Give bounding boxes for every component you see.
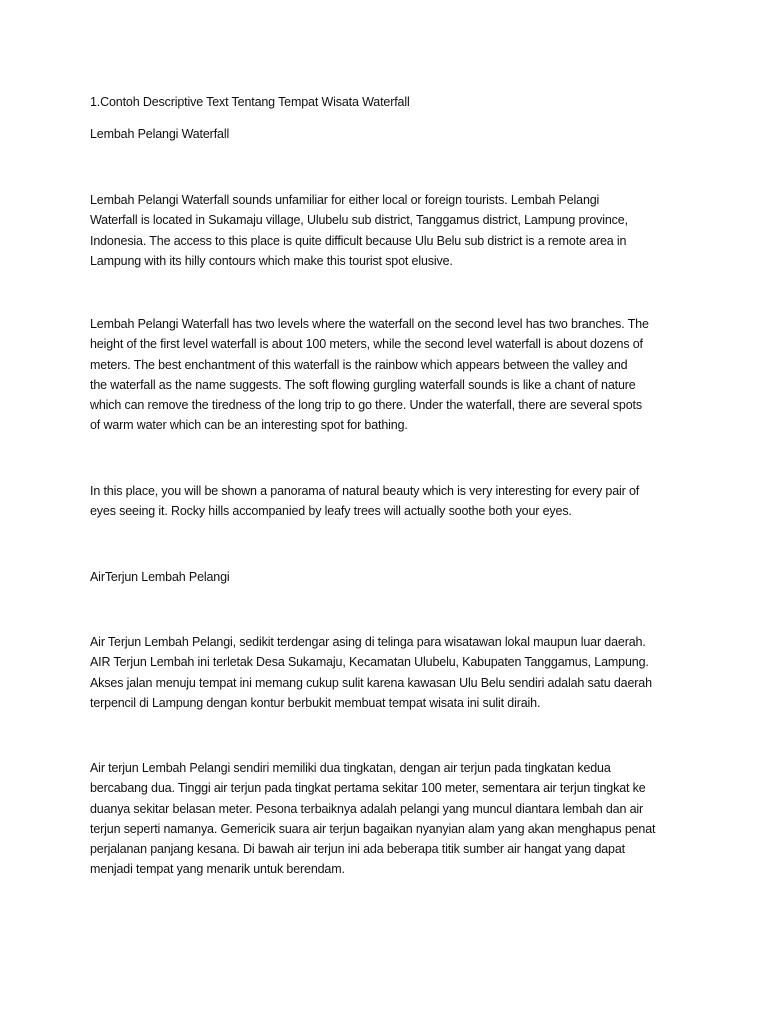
text-line: bercabang dua. Tinggi air terjun pada tingkat pertama sekitar 100 meter, sementara air terjun tingkat ke [90,781,646,796]
english-paragraph-2 [90,314,690,436]
text-line: In this place, you will be shown a panorama of natural beauty which is very interesting for every pair of [90,484,640,498]
document-title [90,92,690,112]
text-line: Lembah Pelangi Waterfall sounds unfamiliar for either local or foreign tourists. Lembah Pelangi [90,193,600,207]
text-line: Air Terjun Lembah Pelangi, sedikit terdengar asing di telinga para wisatawan lokal maupun luar daerah. [90,635,646,649]
english-paragraph-3 [90,481,690,522]
text-line: eyes seeing it. Rocky hills accompanied by leafy trees will actually soothe both your eyes. [90,504,572,519]
english-heading [90,124,690,144]
text-line: height of the first level waterfall is about 100 meters, while the second level waterfall is about dozens of [90,337,643,352]
text-line: meters. The best enchantment of this waterfall is the rainbow which appears between the valley and [90,357,628,372]
text-line: Indonesia. The access to this place is quite difficult because Ulu Belu sub district is a remote area in [90,233,627,248]
text-line: which can remove the tiredness of the long trip to go there. Under the waterfall, there are several spots [90,398,642,413]
text-line: the waterfall as the name suggests. The soft flowing gurgling waterfall sounds is like a chant of nature [90,377,636,392]
text-line: terjun seperti namanya. Gemericik suara air terjun bagaikan nyanyian alam yang akan menghapus penat [90,821,656,836]
text-line: Waterfall is located in Sukamaju village, Ulubelu sub district, Tanggamus district, Lampung province, [90,213,628,228]
text-line: Akses jalan menuju tempat ini memang cukup sulit karena kawasan Ulu Belu sendiri adalah satu daerah [90,675,652,690]
heading-text: Lembah Pelangi Waterfall [90,127,230,141]
text-line: AIR Terjun Lembah ini terletak Desa Sukamaju, Kecamatan Ulubelu, Kabupaten Tanggamus, Lampung. [90,655,649,670]
indonesian-paragraph-1 [90,632,690,713]
text-line: Lampung with its hilly contours which make this tourist spot elusive. [90,253,453,268]
title-text: 1.Contoh Descriptive Text Tentang Tempat Wisata Waterfall [90,95,410,109]
text-line: menjadi tempat yang menarik untuk berendam. [90,862,345,877]
text-line: duanya sekitar belasan meter. Pesona terbaiknya adalah pelangi yang muncul diantara lembah dan air [90,801,644,816]
indonesian-paragraph-2 [90,758,690,880]
text-line: perjalanan panjang kesana. Di bawah air terjun ini ada beberapa titik sumber air hangat yang dapat [90,842,625,857]
heading-text: AirTerjun Lembah Pelangi [90,570,230,584]
english-paragraph-1 [90,190,690,271]
text-line: Lembah Pelangi Waterfall has two levels where the waterfall on the second level has two branches. The [90,317,649,331]
text-line: Air terjun Lembah Pelangi sendiri memiliki dua tingkatan, dengan air terjun pada tingkatan kedua [90,761,611,775]
text-line: terpencil di Lampung dengan kontur berbukit membuat tempat wisata ini sulit diraih. [90,695,541,710]
text-line: of warm water which can be an interesting spot for bathing. [90,418,408,433]
indonesian-heading [90,567,690,587]
